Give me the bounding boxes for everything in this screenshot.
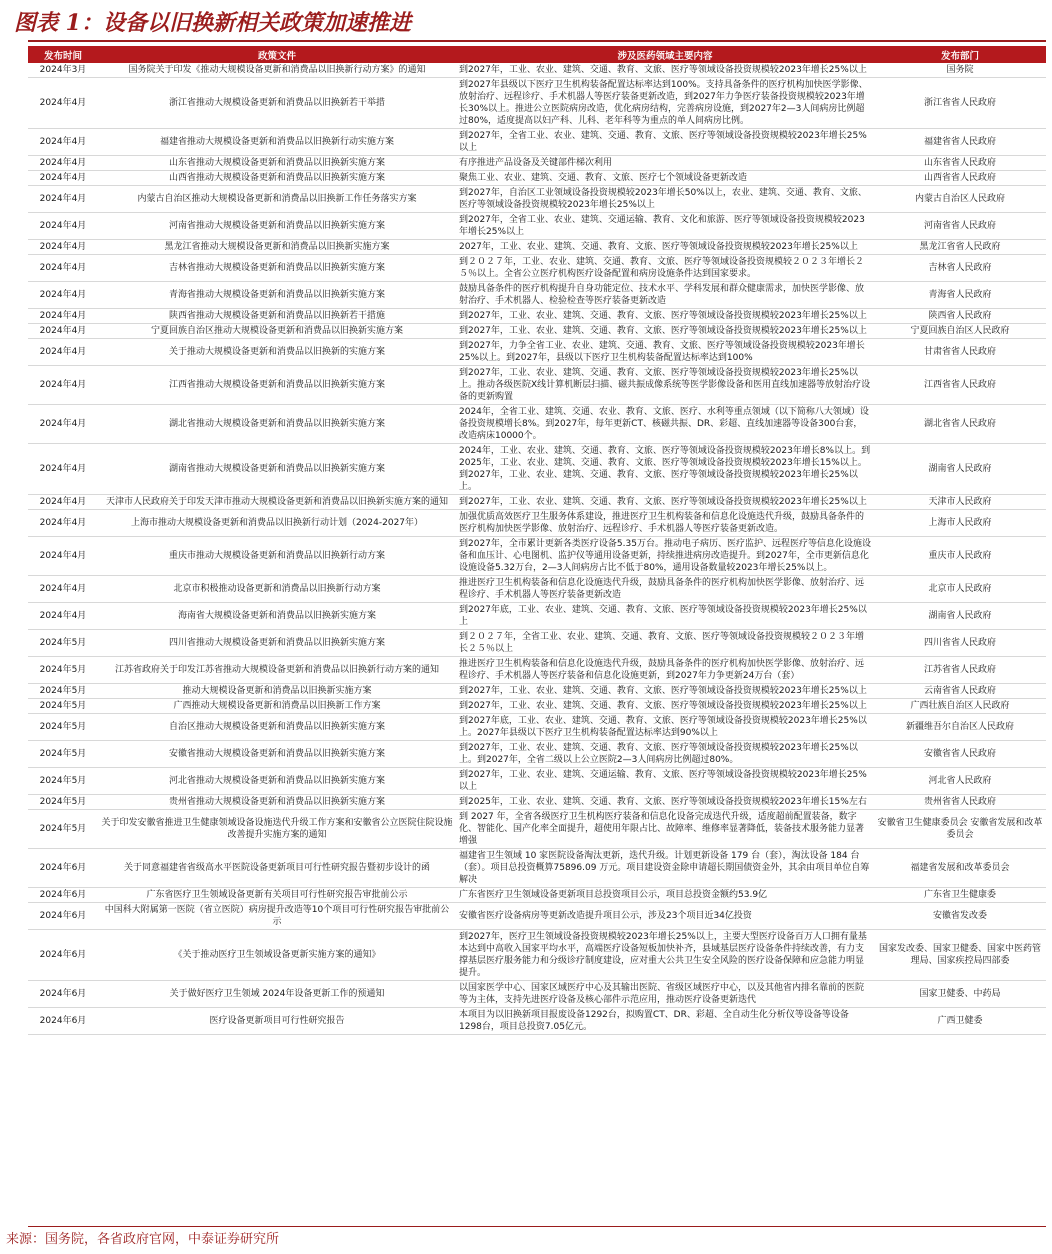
issuing-department: 山东省省人民政府 bbox=[874, 156, 1046, 171]
table-row bbox=[28, 714, 1046, 741]
publish-date: 2024年5月 bbox=[28, 714, 98, 741]
medical-content: 2024年，全省工业、建筑、交通、农业、教育、文旅、医疗、水利等重点领域（以下简称八大领域）设备投资规模增长8%。到2027年，每年更新CT、核磁共振、DR、彩超、直线加速器等设备300台套，改造病床10000个。 bbox=[456, 405, 874, 444]
issuing-department: 青海省人民政府 bbox=[874, 282, 1046, 309]
medical-content: 有序推进产品设备及关键部件梯次利用 bbox=[456, 156, 874, 171]
publish-date: 2024年4月 bbox=[28, 129, 98, 156]
medical-content: 到2027年，工业、农业、建筑、交通、教育、文旅、医疗等领域设备投资规模较2023年增长25%以上 bbox=[456, 684, 874, 699]
publish-date: 2024年5月 bbox=[28, 657, 98, 684]
header-date: 发布时间 bbox=[28, 46, 98, 63]
table-row bbox=[28, 63, 1046, 78]
policy-document: 内蒙古自治区推动大规模设备更新和消费品以旧换新工作任务落实方案 bbox=[98, 186, 456, 213]
medical-content: 到2027年，工业、农业、建筑、交通、教育、文旅、医疗等领域设备投资规模较2023年增长25%以上 bbox=[456, 699, 874, 714]
publish-date: 2024年4月 bbox=[28, 282, 98, 309]
policy-document: 自治区推动大规模设备更新和消费品以旧换新实施方案 bbox=[98, 714, 456, 741]
table-row bbox=[28, 537, 1046, 576]
publish-date: 2024年5月 bbox=[28, 795, 98, 810]
policy-document: 广西推动大规模设备更新和消费品以旧换新工作方案 bbox=[98, 699, 456, 714]
table-row bbox=[28, 156, 1046, 171]
medical-content: 推进医疗卫生机构装备和信息化设施迭代升级，鼓励具备条件的医疗机构加快医学影像、放射治疗、远程诊疗、手术机器人等医疗装备和信息化设施更新，到2027年力争更新24万台（套） bbox=[456, 657, 874, 684]
medical-content: 福建省卫生领域 10 家医院设备淘汰更新，迭代升级。计划更新设备 179 台（套），淘汰设备 184 台（套）。项目总投资概算75896.09 万元。项目建设资金除申请超长期国债资金外，其余由项目单位自筹解决 bbox=[456, 849, 874, 888]
medical-content: 以国家医学中心、国家区域医疗中心及其输出医院、省级区域医疗中心，以及其他省内排名靠前的医院等为主体，支持先进医疗设备及核心部件示范应用，推动医疗设备更新迭代 bbox=[456, 981, 874, 1008]
publish-date: 2024年4月 bbox=[28, 495, 98, 510]
policy-document: 天津市人民政府关于印发天津市推动大规模设备更新和消费品以旧换新实施方案的通知 bbox=[98, 495, 456, 510]
table-row bbox=[28, 810, 1046, 849]
policy-document: 关于推动大规模设备更新和消费品以旧换新的实施方案 bbox=[98, 339, 456, 366]
policy-document: 四川省推动大规模设备更新和消费品以旧换新实施方案 bbox=[98, 630, 456, 657]
medical-content: 到2025年，工业、农业、建筑、交通、教育、文旅、医疗等领域设备投资规模较2023年增长15%左右 bbox=[456, 795, 874, 810]
medical-content: 到2027年，工业、农业、建筑、交通运输、教育、文旅、医疗等领域设备投资规模较2023年增长25%以上 bbox=[456, 768, 874, 795]
medical-content: 2027年，工业、农业、建筑、交通、教育、文旅、医疗等领域设备投资规模较2023年增长25%以上 bbox=[456, 240, 874, 255]
medical-content: 到2027年，全省工业、农业、建筑、交通运输、教育、文化和旅游、医疗等领域设备投资规模较2023年增长25%以上 bbox=[456, 213, 874, 240]
publish-date: 2024年4月 bbox=[28, 186, 98, 213]
issuing-department: 黑龙江省省人民政府 bbox=[874, 240, 1046, 255]
policy-document: 青海省推动大规模设备更新和消费品以旧换新实施方案 bbox=[98, 282, 456, 309]
issuing-department: 福建省发展和改革委员会 bbox=[874, 849, 1046, 888]
table-row bbox=[28, 888, 1046, 903]
publish-date: 2024年3月 bbox=[28, 63, 98, 78]
publish-date: 2024年4月 bbox=[28, 240, 98, 255]
issuing-department: 广西卫健委 bbox=[874, 1008, 1046, 1035]
issuing-department: 安徽省省人民政府 bbox=[874, 741, 1046, 768]
publish-date: 2024年5月 bbox=[28, 810, 98, 849]
policy-document: 河南省推动大规模设备更新和消费品以旧换新实施方案 bbox=[98, 213, 456, 240]
table-row bbox=[28, 510, 1046, 537]
publish-date: 2024年4月 bbox=[28, 324, 98, 339]
header-department: 发布部门 bbox=[874, 46, 1046, 63]
issuing-department: 湖南省人民政府 bbox=[874, 444, 1046, 495]
medical-content: 广东省医疗卫生领域设备更新项目总投资项目公示，项目总投资金额约53.9亿 bbox=[456, 888, 874, 903]
publish-date: 2024年6月 bbox=[28, 903, 98, 930]
table-row bbox=[28, 255, 1046, 282]
issuing-department: 吉林省人民政府 bbox=[874, 255, 1046, 282]
table-row bbox=[28, 405, 1046, 444]
issuing-department: 甘肃省省人民政府 bbox=[874, 339, 1046, 366]
policy-document: 山西省推动大规模设备更新和消费品以旧换新实施方案 bbox=[98, 171, 456, 186]
footer-divider bbox=[28, 1226, 1046, 1227]
issuing-department: 上海市人民政府 bbox=[874, 510, 1046, 537]
publish-date: 2024年4月 bbox=[28, 309, 98, 324]
issuing-department: 四川省省人民政府 bbox=[874, 630, 1046, 657]
publish-date: 2024年4月 bbox=[28, 339, 98, 366]
policy-document: 江苏省政府关于印发江苏省推动大规模设备更新和消费品以旧换新行动方案的通知 bbox=[98, 657, 456, 684]
table-row bbox=[28, 930, 1046, 981]
title-divider bbox=[28, 40, 1046, 42]
medical-content: 到2027年，自治区工业领域设备投资规模较2023年增长50%以上，农业、建筑、交通、教育、文旅、医疗等领域设备投资规模较2023年增长25%以上 bbox=[456, 186, 874, 213]
issuing-department: 河北省人民政府 bbox=[874, 768, 1046, 795]
publish-date: 2024年6月 bbox=[28, 849, 98, 888]
medical-content: 到２０２７年，工业、农业、建筑、交通、教育、文旅、医疗等领域设备投资规模较２０２３年增长２５％以上。全省公立医疗机构医疗设备配置和病房设施条件达到国家要求。 bbox=[456, 255, 874, 282]
medical-content: 到2027年底，工业、农业、建筑、交通、教育、文旅、医疗等领域设备投资规模较2023年增长25%以上。2027年县级以下医疗卫生机构装备配置达标率达到90%以上 bbox=[456, 714, 874, 741]
publish-date: 2024年6月 bbox=[28, 930, 98, 981]
table-row bbox=[28, 684, 1046, 699]
medical-content: 到2027年，工业、农业、建筑、交通、教育、文旅、医疗等领域设备投资规模较2023年增长25%以上 bbox=[456, 63, 874, 78]
issuing-department: 宁夏回族自治区人民政府 bbox=[874, 324, 1046, 339]
publish-date: 2024年5月 bbox=[28, 768, 98, 795]
policy-document: 浙江省推动大规模设备更新和消费品以旧换新若干举措 bbox=[98, 78, 456, 129]
issuing-department: 天津市人民政府 bbox=[874, 495, 1046, 510]
table-row bbox=[28, 129, 1046, 156]
issuing-department: 国家卫健委、中药局 bbox=[874, 981, 1046, 1008]
issuing-department: 山西省省人民政府 bbox=[874, 171, 1046, 186]
policy-document: 河北省推动大规模设备更新和消费品以旧换新实施方案 bbox=[98, 768, 456, 795]
issuing-department: 陕西省人民政府 bbox=[874, 309, 1046, 324]
policy-document: 关于同意福建省省级高水平医院设备更新项目可行性研究报告暨初步设计的函 bbox=[98, 849, 456, 888]
issuing-department: 广西壮族自治区人民政府 bbox=[874, 699, 1046, 714]
policy-table bbox=[28, 46, 1046, 1035]
publish-date: 2024年5月 bbox=[28, 741, 98, 768]
issuing-department: 湖南省人民政府 bbox=[874, 603, 1046, 630]
policy-document: 中国科大附属第一医院（省立医院）病房提升改造等10个项目可行性研究报告审批前公示 bbox=[98, 903, 456, 930]
header-content: 涉及医药领域主要内容 bbox=[456, 46, 874, 63]
medical-content: 到2027年县级以下医疗卫生机构装备配置达标率达到100%。支持具备条件的医疗机构加快医学影像、放射治疗、远程诊疗、手术机器人等医疗装备更新改造，到2027年力争医疗装备投资规模较2023年增长30%以上。推进公立医院病房改造，优化病房结构，完善病房设施，到2027年2—3人间病房比例超过80%，适度提高以妇产科、儿科、老年科等为重点的单人间病房比例。 bbox=[456, 78, 874, 129]
issuing-department: 江西省省人民政府 bbox=[874, 366, 1046, 405]
table-row bbox=[28, 213, 1046, 240]
policy-document: 江西省推动大规模设备更新和消费品以旧换新实施方案 bbox=[98, 366, 456, 405]
table-body bbox=[28, 63, 1046, 1035]
issuing-department: 江苏省省人民政府 bbox=[874, 657, 1046, 684]
medical-content: 鼓励具备条件的医疗机构提升自身功能定位、技术水平、学科发展和群众健康需求，加快医学影像、放射治疗、手术机器人、检验检查等医疗装备更新改造 bbox=[456, 282, 874, 309]
policy-document: 安徽省推动大规模设备更新和消费品以旧换新实施方案 bbox=[98, 741, 456, 768]
publish-date: 2024年4月 bbox=[28, 537, 98, 576]
publish-date: 2024年4月 bbox=[28, 366, 98, 405]
policy-document: 关于印发安徽省推进卫生健康领域设备设施迭代升级工作方案和安徽省公立医院住院设施改善提升实施方案的通知 bbox=[98, 810, 456, 849]
medical-content: 加强优质高效医疗卫生服务体系建设，推进医疗卫生机构装备和信息化设施迭代升级，鼓励具备条件的医疗机构加快医学影像、放射治疗、远程诊疗、手术机器人等医疗装备更新改造。 bbox=[456, 510, 874, 537]
publish-date: 2024年4月 bbox=[28, 255, 98, 282]
medical-content: 到２０２７年，全省工业、农业、建筑、交通、教育、文旅、医疗等领域设备投资规模较２０２３年增长２５％以上 bbox=[456, 630, 874, 657]
publish-date: 2024年4月 bbox=[28, 78, 98, 129]
medical-content: 聚焦工业、农业、建筑、交通、教育、文旅、医疗七个领域设备更新改造 bbox=[456, 171, 874, 186]
medical-content: 到2027年，力争全省工业、农业、建筑、交通、教育、文旅、医疗等领域设备投资规模较2023年增长25%以上。到2027年，县级以下医疗卫生机构装备配置达标率达到100% bbox=[456, 339, 874, 366]
table-row bbox=[28, 309, 1046, 324]
policy-document: 湖北省推动大规模设备更新和消费品以旧换新实施方案 bbox=[98, 405, 456, 444]
publish-date: 2024年4月 bbox=[28, 444, 98, 495]
policy-document: 陕西省推动大规模设备更新和消费品以旧换新若干措施 bbox=[98, 309, 456, 324]
medical-content: 到2027年，工业、农业、建筑、交通、教育、文旅、医疗等领域设备投资规模较2023年增长25%以上 bbox=[456, 309, 874, 324]
issuing-department: 云南省省人民政府 bbox=[874, 684, 1046, 699]
header-document: 政策文件 bbox=[98, 46, 456, 63]
issuing-department: 重庆市人民政府 bbox=[874, 537, 1046, 576]
table-row bbox=[28, 78, 1046, 129]
publish-date: 2024年4月 bbox=[28, 510, 98, 537]
policy-document: 医疗设备更新项目可行性研究报告 bbox=[98, 1008, 456, 1035]
medical-content: 到2027年，医疗卫生领域设备投资规模较2023年增长25%以上，主要大型医疗设备百万人口拥有量基本达到中高收入国家平均水平，高端医疗设备短板加快补齐，县域基层医疗设备条件持续改善，有力支撑基层医疗服务能力和分级诊疗制度建设，应对重大公共卫生安全风险的医疗设备保障和应急能力明显提升。 bbox=[456, 930, 874, 981]
policy-document: 吉林省推动大规模设备更新和消费品以旧换新实施方案 bbox=[98, 255, 456, 282]
policy-document: 海南省大规模设备更新和消费品以旧换新实施方案 bbox=[98, 603, 456, 630]
publish-date: 2024年6月 bbox=[28, 888, 98, 903]
policy-document: 推动大规模设备更新和消费品以旧换新实施方案 bbox=[98, 684, 456, 699]
medical-content: 到 2027 年，全省各级医疗卫生机构医疗装备和信息化设备完成迭代升级，适度超前配置装备，数字化、智能化、国产化率全面提升，超使用年限占比、故障率、维修率显著降低，装备技术服务能力显著增强 bbox=[456, 810, 874, 849]
issuing-department: 国务院 bbox=[874, 63, 1046, 78]
publish-date: 2024年6月 bbox=[28, 981, 98, 1008]
issuing-department: 福建省省人民政府 bbox=[874, 129, 1046, 156]
table-row bbox=[28, 339, 1046, 366]
table-row bbox=[28, 768, 1046, 795]
medical-content: 2024年，工业、农业、建筑、交通、教育、文旅、医疗等领域设备投资规模较2023年增长8%以上。到2025年，工业、农业、建筑、交通、教育、文旅、医疗等领域设备投资规模较2023年增长15%以上。到2027年，工业、农业、建筑、交通、教育、文旅、医疗等领域设备投资规模较2023年增长25%以上。 bbox=[456, 444, 874, 495]
table-row bbox=[28, 849, 1046, 888]
medical-content: 到2027年，全市累计更新各类医疗设备5.35万台。推动电子病历、医疗监护、远程医疗等信息化设施设备和血压计、心电图机、监护仪等通用设备更新，持续推进病房改造提升。到2027年，全市更新信息化设施设备5.32万台，2—3人间病房占比不低于80%，通用设备数量较2023年增长25%以上。 bbox=[456, 537, 874, 576]
publish-date: 2024年6月 bbox=[28, 1008, 98, 1035]
policy-document: 国务院关于印发《推动大规模设备更新和消费品以旧换新行动方案》的通知 bbox=[98, 63, 456, 78]
publish-date: 2024年4月 bbox=[28, 405, 98, 444]
issuing-department: 贵州省省人民政府 bbox=[874, 795, 1046, 810]
publish-date: 2024年5月 bbox=[28, 684, 98, 699]
table-row bbox=[28, 795, 1046, 810]
publish-date: 2024年4月 bbox=[28, 603, 98, 630]
medical-content: 到2027年，工业、农业、建筑、交通、教育、文旅、医疗等领域设备投资规模较2023年增长25%以上 bbox=[456, 495, 874, 510]
table-row bbox=[28, 903, 1046, 930]
table-row bbox=[28, 495, 1046, 510]
medical-content: 推进医疗卫生机构装备和信息化设施迭代升级，鼓励具备条件的医疗机构加快医学影像、放射治疗、远程诊疗、手术机器人等医疗装备更新改造 bbox=[456, 576, 874, 603]
policy-document: 北京市积极推动设备更新和消费品以旧换新行动方案 bbox=[98, 576, 456, 603]
medical-content: 安徽省医疗设备病房等更新改造提升项目公示，涉及23个项目近34亿投资 bbox=[456, 903, 874, 930]
table-row bbox=[28, 603, 1046, 630]
table-row bbox=[28, 981, 1046, 1008]
table-row bbox=[28, 366, 1046, 405]
publish-date: 2024年4月 bbox=[28, 171, 98, 186]
policy-document: 福建省推动大规模设备更新和消费品以旧换新行动实施方案 bbox=[98, 129, 456, 156]
table-row bbox=[28, 741, 1046, 768]
issuing-department: 新疆维吾尔自治区人民政府 bbox=[874, 714, 1046, 741]
issuing-department: 安徽省发改委 bbox=[874, 903, 1046, 930]
policy-document: 广东省医疗卫生领域设备更新有关项目可行性研究报告审批前公示 bbox=[98, 888, 456, 903]
publish-date: 2024年5月 bbox=[28, 699, 98, 714]
issuing-department: 国家发改委、国家卫健委、国家中医药管理局、国家疾控局四部委 bbox=[874, 930, 1046, 981]
medical-content: 到2027年，工业、农业、建筑、交通、教育、文旅、医疗等领域设备投资规模较2023年增长25%以上。到2027年，全省二级以上公立医院2—3人间病房比例超过80%。 bbox=[456, 741, 874, 768]
medical-content: 本项目为以旧换新项目报废设备1292台，拟购置CT、DR、彩超、全自动生化分析仪等设备等设备1298台，项目总投资7.05亿元。 bbox=[456, 1008, 874, 1035]
publish-date: 2024年4月 bbox=[28, 576, 98, 603]
table-row bbox=[28, 186, 1046, 213]
publish-date: 2024年4月 bbox=[28, 213, 98, 240]
medical-content: 到2027年，工业、农业、建筑、交通、教育、文旅、医疗等领域设备投资规模较2023年增长25%以上。推动各级医院X线计算机断层扫描、磁共振成像系统等医学影像设备和医用直线加速器等放射治疗设备的更新购置 bbox=[456, 366, 874, 405]
figure-title: 图表 1：设备以旧换新相关政策加速推进 bbox=[14, 10, 411, 36]
issuing-department: 湖北省省人民政府 bbox=[874, 405, 1046, 444]
medical-content: 到2027年底，工业、农业、建筑、交通、教育、文旅、医疗等领域设备投资规模较2023年增长25%以上 bbox=[456, 603, 874, 630]
table-header-row bbox=[28, 46, 1046, 63]
source-note: 来源：国务院，各省政府官网，中泰证券研究所 bbox=[6, 1232, 280, 1247]
table-row bbox=[28, 282, 1046, 309]
publish-date: 2024年5月 bbox=[28, 630, 98, 657]
policy-document: 黑龙江省推动大规模设备更新和消费品以旧换新实施方案 bbox=[98, 240, 456, 255]
policy-document: 上海市推动大规模设备更新和消费品以旧换新行动计划（2024-2027年） bbox=[98, 510, 456, 537]
policy-document: 宁夏回族自治区推动大规模设备更新和消费品以旧换新实施方案 bbox=[98, 324, 456, 339]
publish-date: 2024年4月 bbox=[28, 156, 98, 171]
issuing-department: 河南省省人民政府 bbox=[874, 213, 1046, 240]
issuing-department: 内蒙古自治区人民政府 bbox=[874, 186, 1046, 213]
policy-document: 关于做好医疗卫生领域 2024年设备更新工作的预通知 bbox=[98, 981, 456, 1008]
policy-document: 山东省推动大规模设备更新和消费品以旧换新实施方案 bbox=[98, 156, 456, 171]
table-row bbox=[28, 699, 1046, 714]
table-row bbox=[28, 657, 1046, 684]
issuing-department: 浙江省省人民政府 bbox=[874, 78, 1046, 129]
table-row bbox=[28, 630, 1046, 657]
table-row bbox=[28, 324, 1046, 339]
policy-document: 《关于推动医疗卫生领域设备更新实施方案的通知》 bbox=[98, 930, 456, 981]
medical-content: 到2027年，工业、农业、建筑、交通、教育、文旅、医疗等领域设备投资规模较2023年增长25%以上 bbox=[456, 324, 874, 339]
policy-document: 重庆市推动大规模设备更新和消费品以旧换新行动方案 bbox=[98, 537, 456, 576]
issuing-department: 北京市人民政府 bbox=[874, 576, 1046, 603]
medical-content: 到2027年，全省工业、农业、建筑、交通、教育、文旅、医疗等领域设备投资规模较2023年增长25%以上 bbox=[456, 129, 874, 156]
table-row bbox=[28, 1008, 1046, 1035]
policy-document: 贵州省推动大规模设备更新和消费品以旧换新实施方案 bbox=[98, 795, 456, 810]
issuing-department: 广东省卫生健康委 bbox=[874, 888, 1046, 903]
policy-document: 湖南省推动大规模设备更新和消费品以旧换新实施方案 bbox=[98, 444, 456, 495]
table-row bbox=[28, 576, 1046, 603]
table-row bbox=[28, 171, 1046, 186]
table-row bbox=[28, 240, 1046, 255]
issuing-department: 安徽省卫生健康委员会 安徽省发展和改革委员会 bbox=[874, 810, 1046, 849]
table-row bbox=[28, 444, 1046, 495]
